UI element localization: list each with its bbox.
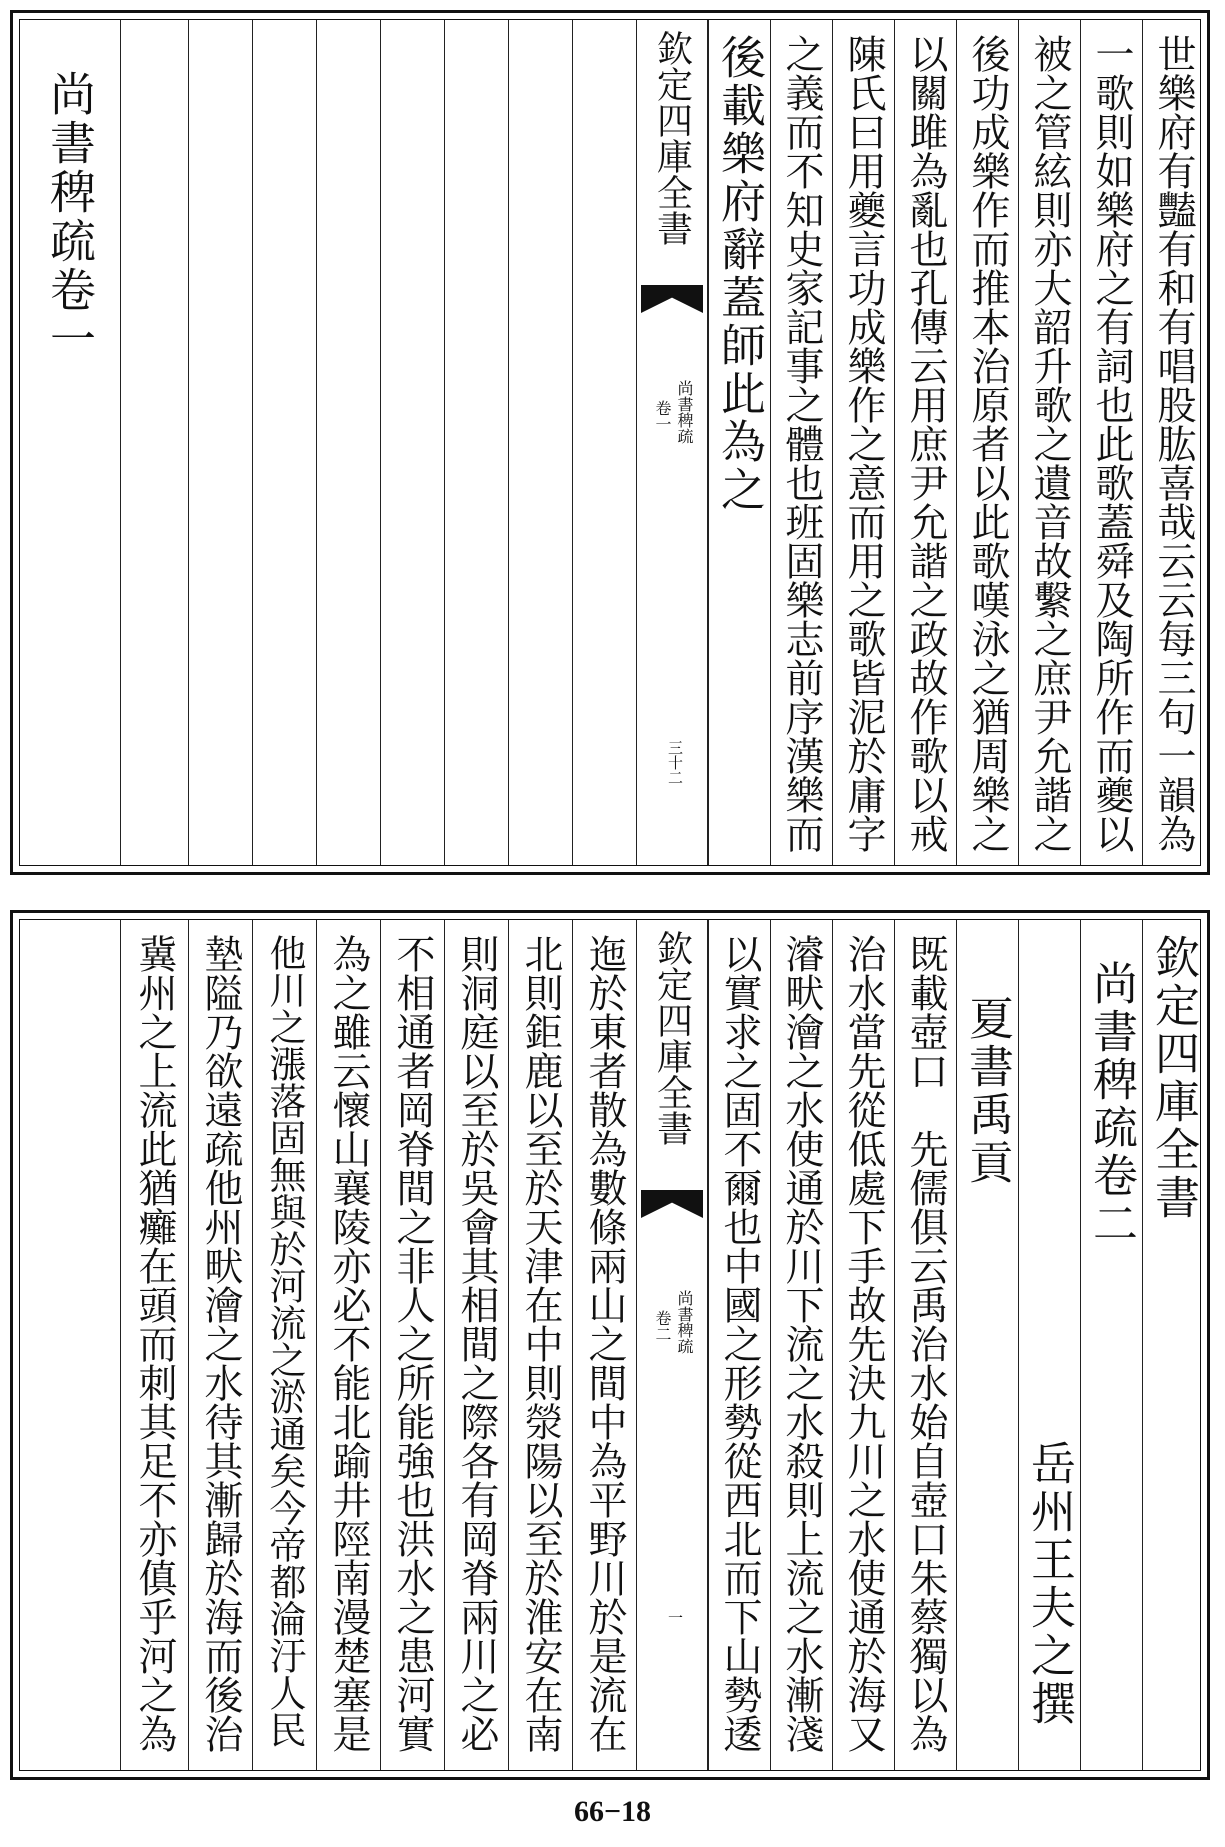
column-text: 既載壺口 先儒俱云禹治水始自壺口朱蔡獨以為 <box>903 934 948 1753</box>
column-text: 不相通者岡脊間之非人之所能強也洪水之患河實 <box>390 934 435 1753</box>
column-text: 後載樂府辭蓋師此為之 <box>713 34 766 514</box>
text-column <box>1142 20 1204 865</box>
column-text: 治水當先從低處下手故先決九川之水使通於海又 <box>841 934 886 1753</box>
margin-leaf: 三十二 <box>666 740 684 785</box>
center-margin <box>636 920 708 1770</box>
margin-volume: 卷二 <box>653 1310 672 1342</box>
margin-book: 尚書稗疏 <box>675 1290 694 1354</box>
book-title-column <box>1080 920 1142 1770</box>
column-text: 陳氏曰用夔言功成樂作之意而用之歌皆泥於庸字 <box>841 34 886 853</box>
column-text: 冀州之上流此猶癱在頭而刺其足不亦傎乎河之為 <box>132 934 177 1753</box>
author: 岳州王夫之撰 <box>1023 1440 1076 1728</box>
end-title: 尚書稗疏卷一 <box>43 70 97 364</box>
blank-edge-column <box>20 920 120 1770</box>
empty-column <box>444 20 508 865</box>
column-text: 一歌則如樂府之有詞也此歌蓋舜及陶所作而夔以 <box>1089 34 1134 853</box>
header-column <box>1142 920 1204 1770</box>
text-column <box>316 920 380 1770</box>
text-column <box>770 920 832 1770</box>
text-column <box>894 20 956 865</box>
empty-column <box>252 20 316 865</box>
empty-column <box>188 20 252 865</box>
chapter-column <box>956 920 1018 1770</box>
column-text: 為之雖云懷山襄陵亦必不能北踰井陘南漫楚塞是 <box>326 934 371 1753</box>
empty-column <box>120 20 188 865</box>
fish-tail-mark <box>641 285 703 313</box>
empty-column <box>508 20 572 865</box>
author-column <box>1018 920 1080 1770</box>
empty-column <box>380 20 444 865</box>
end-title-column <box>20 20 120 865</box>
text-column <box>708 920 770 1770</box>
text-column <box>956 20 1018 865</box>
top-page-frame <box>19 19 1201 866</box>
text-column <box>444 920 508 1770</box>
text-column <box>252 920 316 1770</box>
text-column <box>894 920 956 1770</box>
text-column <box>832 920 894 1770</box>
column-text: 之義而不知史家記事之體也班固樂志前序漢樂而 <box>779 34 824 853</box>
text-column <box>572 920 636 1770</box>
bottom-page <box>10 910 1210 1780</box>
column-text: 後功成樂作而推本治原者以此歌嘆泳之猶周樂之 <box>965 34 1010 853</box>
chapter-title: 夏書禹貢 <box>961 995 1014 1187</box>
text-column <box>770 20 832 865</box>
column-text: 墊隘乃欲遠疏他州畎澮之水待其漸歸於海而後治 <box>198 934 243 1753</box>
margin-title: 欽定四庫全書 <box>651 930 693 1146</box>
column-text: 以實求之固不爾也中國之形勢從西北而下山勢逶 <box>717 934 762 1753</box>
text-column <box>120 920 188 1770</box>
text-column <box>380 920 444 1770</box>
column-text: 以關雎為亂也孔傳云用庶尹允諧之政故作歌以戒 <box>903 34 948 853</box>
column-text: 他川之漲落固無與於河流之淤通矣今帝都淪汙人民 <box>263 934 306 1748</box>
center-margin <box>636 20 708 865</box>
page-number: 66−18 <box>573 1795 652 1828</box>
fish-tail-mark <box>641 1190 703 1218</box>
column-text: 世樂府有豔有和有唱股肱喜哉云云每三句一韻為 <box>1151 34 1196 853</box>
empty-column <box>572 20 636 865</box>
text-column <box>1080 20 1142 865</box>
bottom-page-frame <box>19 919 1201 1771</box>
column-text: 北則鉅鹿以至於天津在中則滎陽以至於淮安在南 <box>518 934 563 1753</box>
column-text: 濬畎澮之水使通於川下流之水殺則上流之水漸淺 <box>779 934 824 1753</box>
top-page <box>10 10 1210 875</box>
margin-leaf: 一 <box>666 1610 684 1625</box>
column-text: 迤於東者散為數條兩山之間中為平野川於是流在 <box>582 934 627 1753</box>
text-column <box>708 20 770 865</box>
margin-volume: 卷一 <box>653 400 672 432</box>
text-column <box>508 920 572 1770</box>
book-title: 尚書稗疏卷二 <box>1085 960 1138 1248</box>
margin-book: 尚書稗疏 <box>675 380 694 444</box>
collection-title: 欽定四庫全書 <box>1147 934 1200 1222</box>
empty-column <box>316 20 380 865</box>
column-text: 被之管絃則亦大韶升歌之遺音故繫之庶尹允諧之 <box>1027 34 1072 853</box>
text-column <box>188 920 252 1770</box>
margin-title: 欽定四庫全書 <box>651 30 693 246</box>
column-text: 則洞庭以至於吳會其相間之際各有岡脊兩川之必 <box>454 934 499 1753</box>
text-column <box>832 20 894 865</box>
text-column <box>1018 20 1080 865</box>
